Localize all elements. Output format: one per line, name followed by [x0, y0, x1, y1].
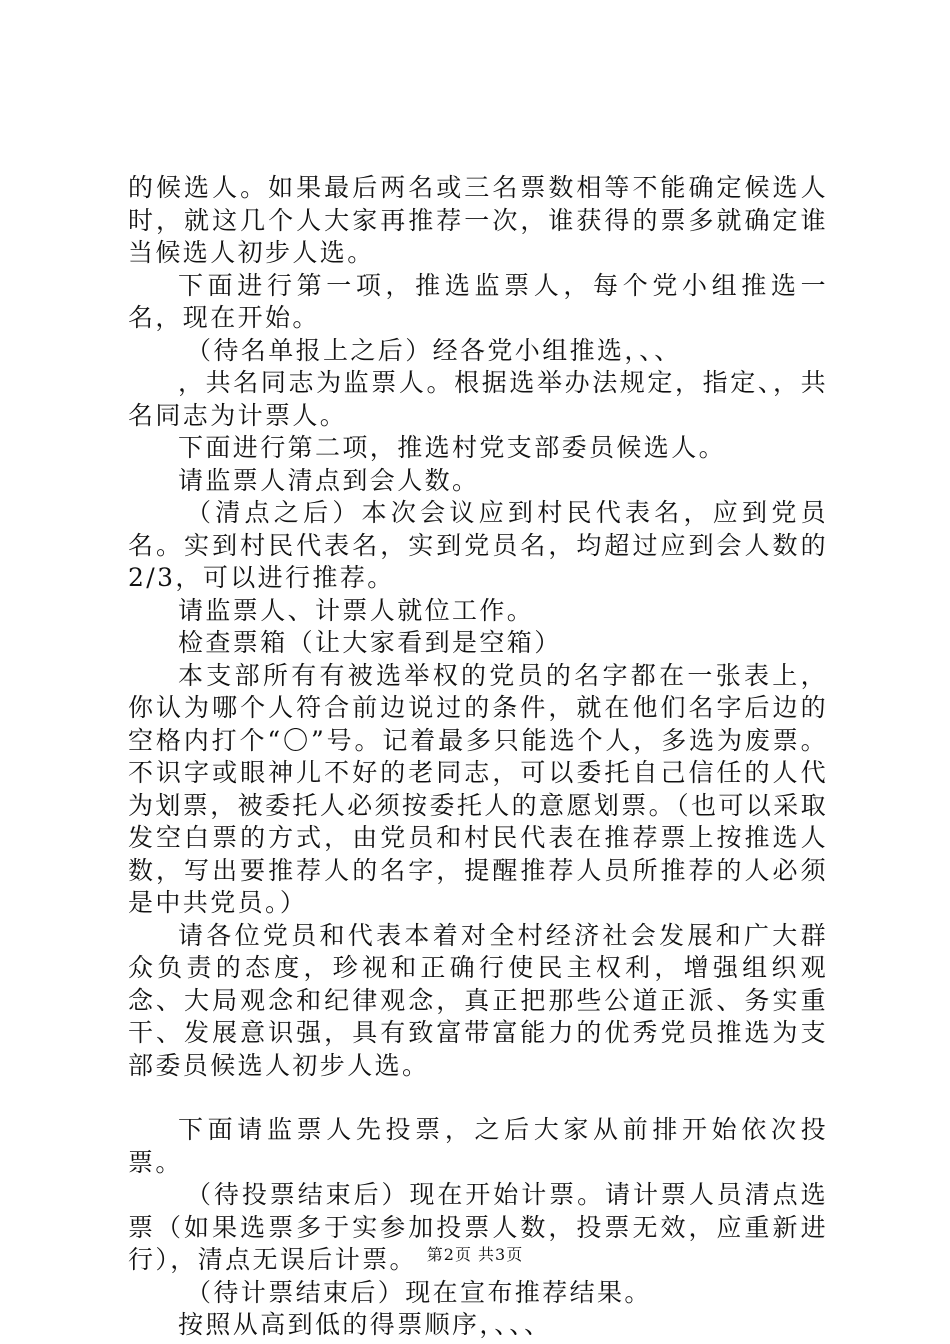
paragraph-item-one: 下面进行第一项，推选监票人，每个党小组推选一名，现在开始。 [128, 270, 828, 332]
paragraph-appeal: 请各位党员和代表本着对全村经济社会发展和广大群众负责的态度，珍视和正确行使民主权利，增强组织观念、大局观念和纪律观念，真正把那些公道正派、务实重干、发展意识强，具有致富带富能力的优秀党员推选为支部委员候选人初步人选。 [128, 920, 828, 1080]
paragraph-candidate-tie-rule: 的候选人。如果最后两名或三名票数相等不能确定候选人时，就这几个人大家再推荐一次，谁获得的票多就确定谁当候选人初步人选。 [128, 173, 828, 267]
document-body [128, 172, 828, 1342]
paragraph-counting: （待投票结束后）现在开始计票。请计票人员清点选票（如果选票多于实参加投票人数，投票无效，应重新进行），清点无误后计票。 [128, 1180, 828, 1274]
page-number-footer: 第2页 共3页 [426, 1245, 524, 1264]
paragraph-monitors-counters: ，共名同志为监票人。根据选举办法规定，指定、，共名同志为计票人。 [128, 368, 828, 430]
paragraph-headcount-result: （清点之后）本次会议应到村民代表名，应到党员名。实到村民代表名，实到党员名，均超过应到会人数的2/3，可以进行推荐。 [128, 498, 828, 592]
paragraph-list-submitted: （待名单报上之后）经各党小组推选，、、 [186, 335, 682, 365]
paragraph-voting-instructions: 本支部所有有被选举权的党员的名字都在一张表上，你认为哪个人符合前边说过的条件，就在他们名字后边的空格内打个“〇”号。记着最多只能选个人，多选为废票。不识字或眼神儿不好的老同志，可以委托自己信任的人代为划票，被委托人必须按委托人的意愿划票。（也可以采取发空白票的方式，由党员和村民代表在推荐票上按推选人数，写出要推荐人的名字，提醒推荐人员所推荐的人必须是中共党员。） [128, 660, 828, 917]
paragraph-vote-order: 按照从高到低的得票顺序，、、、 [178, 1310, 552, 1339]
paragraph-item-two: 下面进行第二项，推选村党支部委员候选人。 [178, 433, 727, 462]
paragraph-check-ballot-box: 检查票箱（让大家看到是空箱） [178, 628, 562, 657]
paragraph-spacer [128, 1082, 828, 1114]
paragraph-take-positions: 请监票人、计票人就位工作。 [178, 595, 535, 625]
paragraph-headcount: 请监票人清点到会人数。 [178, 465, 480, 495]
paragraph-announce-results: （待计票结束后）现在宣布推荐结果。 [186, 1277, 652, 1307]
paragraph-begin-voting: 下面请监票人先投票，之后大家从前排开始依次投票。 [128, 1115, 828, 1177]
